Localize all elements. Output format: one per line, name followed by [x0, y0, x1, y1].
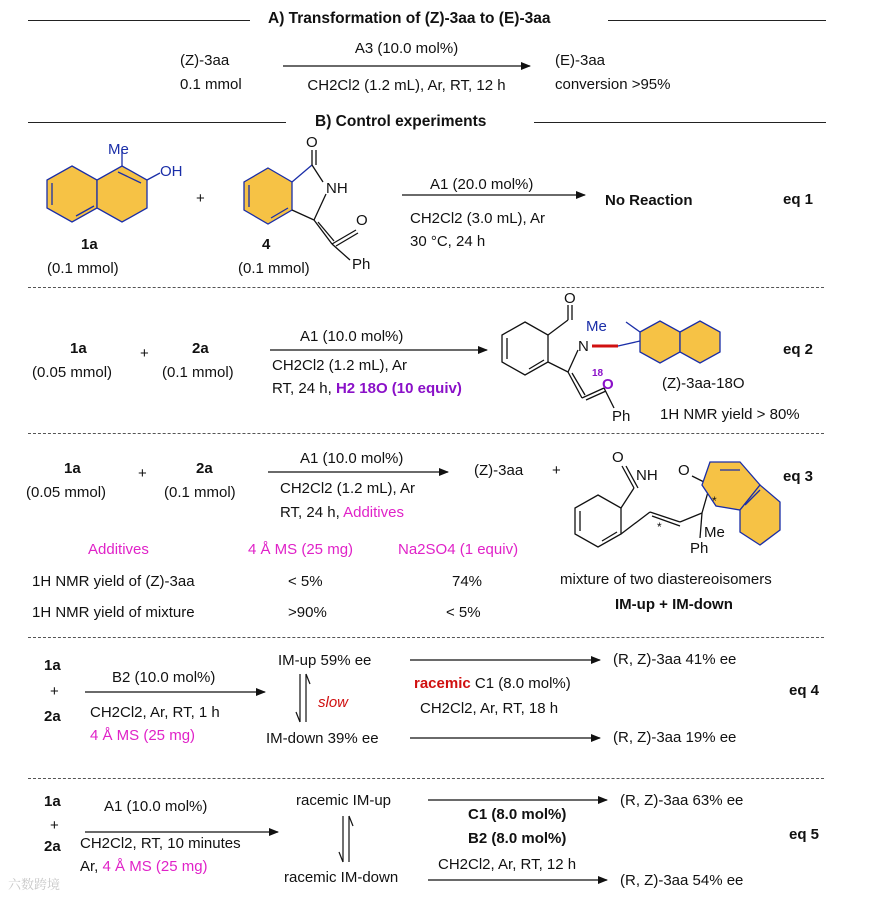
eq2-additive: H2 18O (10 equiv) — [335, 380, 462, 397]
a-reactant: (Z)-3aa — [180, 52, 230, 69]
eq3-ketone-o: O — [678, 462, 690, 479]
a-conditions: CH2Cl2 (1.2 mL), Ar, RT, 12 h — [307, 77, 506, 94]
eq1-amount-1a: (0.1 mmol) — [47, 260, 119, 277]
eq4-conditions-2: 4 Å MS (25 mg) — [90, 727, 196, 744]
eq1-nh-label: NH — [326, 180, 348, 197]
eq5-conditions-2-prefix: Ar, — [80, 858, 99, 875]
eq5-catalyst: A1 (10.0 mol%) — [104, 798, 208, 815]
eq5-catalyst-2: C1 (8.0 mol%) — [468, 806, 567, 823]
eq3-ph-label: Ph — [690, 540, 709, 557]
eq4-catalyst-2-line — [414, 675, 571, 692]
divider-3 — [28, 637, 824, 638]
eq2-compound-2a: 2a — [192, 340, 209, 357]
eq3-table-row1-label: 1H NMR yield of (Z)-3aa — [32, 573, 195, 590]
eq5-conditions-1: CH2Cl2, RT, 10 minutes — [80, 835, 241, 852]
structure-1a-eq1 — [47, 150, 160, 222]
eq3-table-header-0: Additives — [88, 541, 149, 558]
eq1-amount-4: (0.1 mmol) — [238, 260, 310, 277]
header-rule-right-a — [608, 20, 826, 21]
eq3-conditions-1: CH2Cl2 (1.2 mL), Ar — [280, 480, 416, 497]
eq2-compound-1a: 1a — [70, 340, 87, 357]
eq5-catalyst-3: B2 (8.0 mol%) — [468, 830, 567, 847]
eq3-compound-1a: 1a — [64, 460, 81, 477]
eq2-conditions-2-prefix: RT, 24 h, — [272, 380, 332, 397]
eq5-im-up: racemic IM-up — [296, 792, 392, 809]
header-rule-right-b — [534, 122, 826, 123]
eq4-product-1: (R, Z)-3aa 41% ee — [613, 651, 737, 668]
eq3-mixture-names: IM-up + IM-down — [615, 596, 733, 613]
eq2-18o-label: O — [602, 376, 614, 393]
section-b-title: B) Control experiments — [315, 113, 487, 130]
eq3-carbonyl-o: O — [612, 449, 624, 466]
eq3-nh-label: NH — [636, 467, 658, 484]
divider-2 — [28, 433, 824, 434]
divider-4 — [28, 778, 824, 779]
eq1-label: eq 1 — [783, 191, 814, 208]
a-reactant-amount: 0.1 mmol — [180, 76, 242, 93]
eq4-catalyst: B2 (10.0 mol%) — [112, 669, 216, 686]
eq3-catalyst: A1 (10.0 mol%) — [300, 450, 404, 467]
eq1-ketone-o: O — [356, 212, 368, 229]
equilibrium-arrows-eq4 — [296, 674, 310, 722]
eq2-product: (Z)-3aa-18O — [662, 375, 745, 392]
eq4-label: eq 4 — [789, 682, 820, 699]
eq4-product-2: (R, Z)-3aa 19% ee — [613, 729, 737, 746]
eq5-conditions-3: CH2Cl2, Ar, RT, 12 h — [438, 856, 577, 873]
eq1-me-label: Me — [108, 141, 129, 158]
eq5-product-1: (R, Z)-3aa 63% ee — [620, 792, 744, 809]
eq3-table-row1-na: 74% — [452, 573, 483, 590]
eq5-product-2: (R, Z)-3aa 54% ee — [620, 872, 744, 889]
eq4-slow: slow — [318, 694, 349, 711]
divider-1 — [28, 287, 824, 288]
watermark: 六数跨境 — [8, 877, 61, 892]
eq2-18-sup: 18 — [592, 368, 604, 379]
equilibrium-arrows-eq5 — [339, 816, 353, 862]
eq5-plus: + — [50, 817, 59, 834]
eq5-additive: 4 Å MS (25 mg) — [102, 858, 208, 875]
eq3-table-header-2: Na2SO4 (1 equiv) — [398, 541, 519, 558]
eq3-plus-2: + — [552, 462, 561, 479]
eq3-me-label: Me — [704, 524, 725, 541]
eq3-table-row1-ms: < 5% — [288, 573, 323, 590]
eq3-conditions-2 — [280, 504, 404, 521]
eq3-star-2: * — [712, 494, 717, 508]
eq2-carbonyl-o: O — [564, 290, 576, 307]
header-rule-left-a — [28, 20, 250, 21]
eq1-compound-1a: 1a — [81, 236, 98, 253]
eq3-label: eq 3 — [783, 468, 814, 485]
eq2-n-label: N — [578, 338, 589, 355]
eq4-racemic: racemic — [414, 675, 471, 692]
eq3-product: (Z)-3aa — [474, 462, 524, 479]
a-product: (E)-3aa — [555, 52, 606, 69]
eq3-table-row2-label: 1H NMR yield of mixture — [32, 604, 195, 621]
a-catalyst: A3 (10.0 mol%) — [354, 40, 459, 57]
a-conversion: conversion >95% — [555, 76, 671, 93]
eq2-amount-2a: (0.1 mmol) — [162, 364, 234, 381]
eq4-reactant-1: 1a — [44, 657, 61, 674]
eq1-carbonyl-o: O — [306, 134, 318, 151]
eq3-additive: Additives — [343, 504, 404, 521]
eq3-star-1: * — [657, 520, 662, 534]
eq5-label: eq 5 — [789, 826, 820, 843]
eq4-conditions-3: CH2Cl2, Ar, RT, 18 h — [420, 700, 559, 717]
eq5-reactant-1: 1a — [44, 793, 61, 810]
eq3-mixture: mixture of two diastereoisomers — [560, 571, 772, 588]
eq4-plus: + — [50, 683, 59, 700]
eq1-conditions-1: CH2Cl2 (3.0 mL), Ar — [410, 210, 546, 227]
eq3-amount-2a: (0.1 mmol) — [164, 484, 236, 501]
header-rule-left-b — [28, 122, 286, 123]
eq1-result: No Reaction — [605, 192, 693, 209]
eq5-conditions-2 — [80, 858, 208, 875]
eq5-im-down: racemic IM-down — [284, 869, 399, 886]
eq3-compound-2a: 2a — [196, 460, 213, 477]
eq2-yield: 1H NMR yield > 80% — [660, 406, 800, 423]
naphthyl-eq2 — [618, 321, 720, 363]
eq4-reactant-2: 2a — [44, 708, 61, 725]
eq4-im-down: IM-down 39% ee — [266, 730, 379, 747]
eq1-ph-label: Ph — [352, 256, 371, 273]
eq2-plus: + — [140, 345, 149, 362]
eq1-conditions-2: 30 °C, 24 h — [410, 233, 486, 250]
eq4-catalyst-2: C1 (8.0 mol%) — [474, 675, 571, 692]
eq1-plus: + — [196, 190, 205, 207]
eq2-conditions-1: CH2Cl2 (1.2 mL), Ar — [272, 357, 408, 374]
eq4-im-up: IM-up 59% ee — [278, 652, 372, 669]
section-a-title: A) Transformation of (Z)-3aa to (E)-3aa — [268, 10, 551, 27]
eq2-label: eq 2 — [783, 341, 814, 358]
eq5-reactant-2: 2a — [44, 838, 61, 855]
eq3-table-header-1: 4 Å MS (25 mg) — [248, 541, 354, 558]
eq2-me-label: Me — [586, 318, 607, 335]
eq3-conditions-2-prefix: RT, 24 h, — [280, 504, 340, 521]
eq3-table-row2-ms: >90% — [288, 604, 327, 621]
eq2-amount-1a: (0.05 mmol) — [32, 364, 113, 381]
eq1-catalyst: A1 (20.0 mol%) — [430, 176, 534, 193]
eq3-plus: + — [138, 465, 147, 482]
eq2-catalyst: A1 (10.0 mol%) — [300, 328, 404, 345]
eq2-conditions-2 — [272, 380, 462, 397]
eq3-table-row2-na: < 5% — [446, 604, 481, 621]
eq1-oh-label: OH — [160, 163, 183, 180]
eq4-conditions-1: CH2Cl2, Ar, RT, 1 h — [90, 704, 220, 721]
eq3-amount-1a: (0.05 mmol) — [26, 484, 107, 501]
eq1-compound-4: 4 — [262, 236, 271, 253]
eq2-ph-label: Ph — [612, 408, 631, 425]
